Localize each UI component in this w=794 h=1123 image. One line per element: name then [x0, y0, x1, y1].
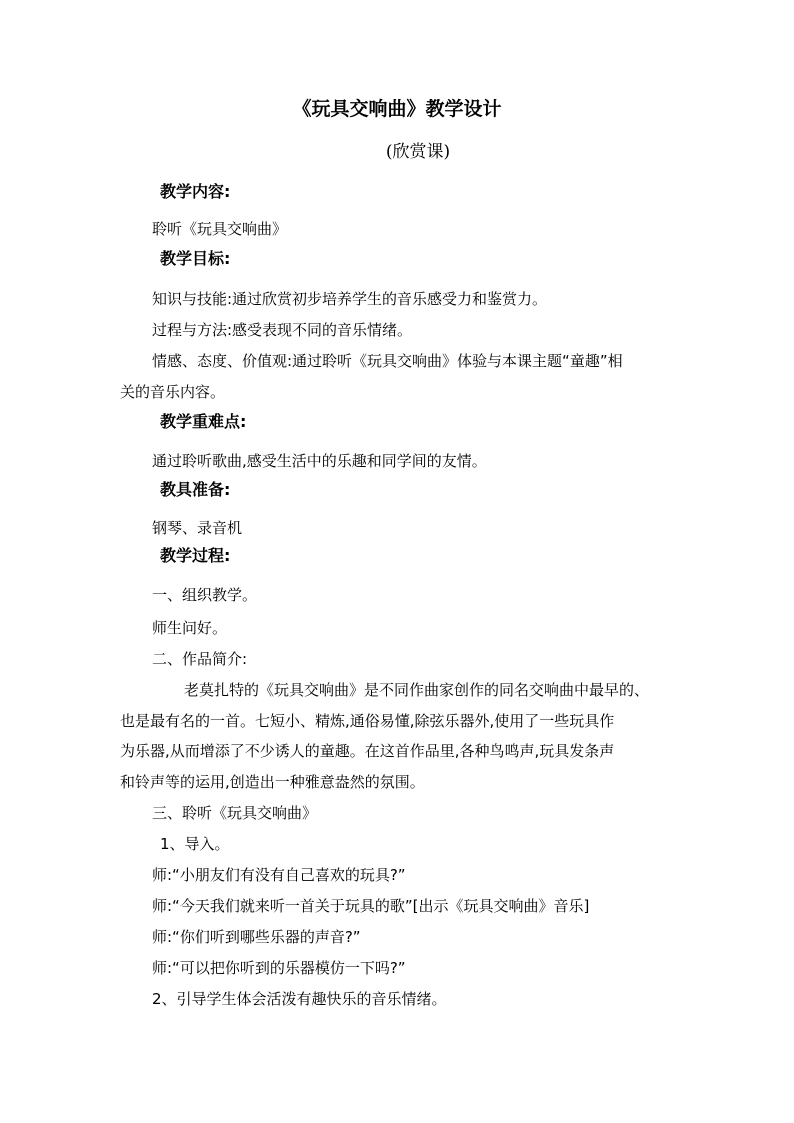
document-title: 《玩具交响曲》教学设计	[292, 98, 502, 120]
process-line: 一、组织教学。	[152, 586, 258, 604]
heading-teaching-goals: 教学目标:	[160, 249, 231, 268]
heading-teaching-process: 教学过程:	[160, 546, 231, 565]
goal-line: 知识与技能:通过欣赏初步培养学生的音乐感受力和鉴赏力。	[152, 290, 548, 308]
goal-line: 关的音乐内容。	[120, 383, 226, 401]
process-line: 2、引导学生体会活泼有趣快乐的音乐情绪。	[152, 990, 447, 1008]
key-points-text: 通过聆听歌曲,感受生活中的乐趣和同学间的友情。	[152, 452, 487, 470]
process-line: 师生问好。	[152, 619, 228, 637]
process-line: 为乐器,从而增添了不少诱人的童趣。在这首作品里,各种鸟鸣声,玩具发条声	[120, 742, 615, 760]
process-line: 师:“小朋友们有没有自己喜欢的玩具?”	[152, 866, 406, 884]
teaching-tools-text: 钢琴、录音机	[152, 519, 243, 537]
process-line: 老莫扎特的《玩具交响曲》是不同作曲家创作的同名交响曲中最早的、	[184, 681, 650, 699]
document-subtitle: (欣赏课)	[385, 142, 451, 162]
process-line: 师:“可以把你听到的乐器模仿一下吗?”	[152, 959, 406, 977]
teaching-content-text: 聆听《玩具交响曲》	[152, 220, 288, 238]
heading-key-points: 教学重难点:	[160, 412, 247, 431]
process-line: 和铃声等的运用,创造出一种雅意盎然的氛围。	[120, 773, 425, 791]
process-line: 三、聆听《玩具交响曲》	[152, 804, 318, 822]
goal-line: 过程与方法:感受表现不同的音乐情绪。	[152, 321, 413, 339]
heading-teaching-tools: 教具准备:	[160, 480, 231, 499]
process-line: 也是最有名的一首。七短小、精炼,通俗易懂,除弦乐器外,使用了一些玩具作	[120, 712, 615, 730]
process-line: 师:“今天我们就来听一首关于玩具的歌”[出示《玩具交响曲》音乐]	[152, 897, 590, 915]
goal-line: 情感、态度、价值观:通过聆听《玩具交响曲》体验与本课主题“童趣”相	[152, 352, 623, 370]
process-line: 1、导入。	[160, 835, 230, 853]
heading-teaching-content: 教学内容:	[160, 182, 231, 201]
process-line: 二、作品简介:	[152, 650, 248, 668]
process-line: 师:“你们听到哪些乐器的声音?”	[152, 928, 361, 946]
